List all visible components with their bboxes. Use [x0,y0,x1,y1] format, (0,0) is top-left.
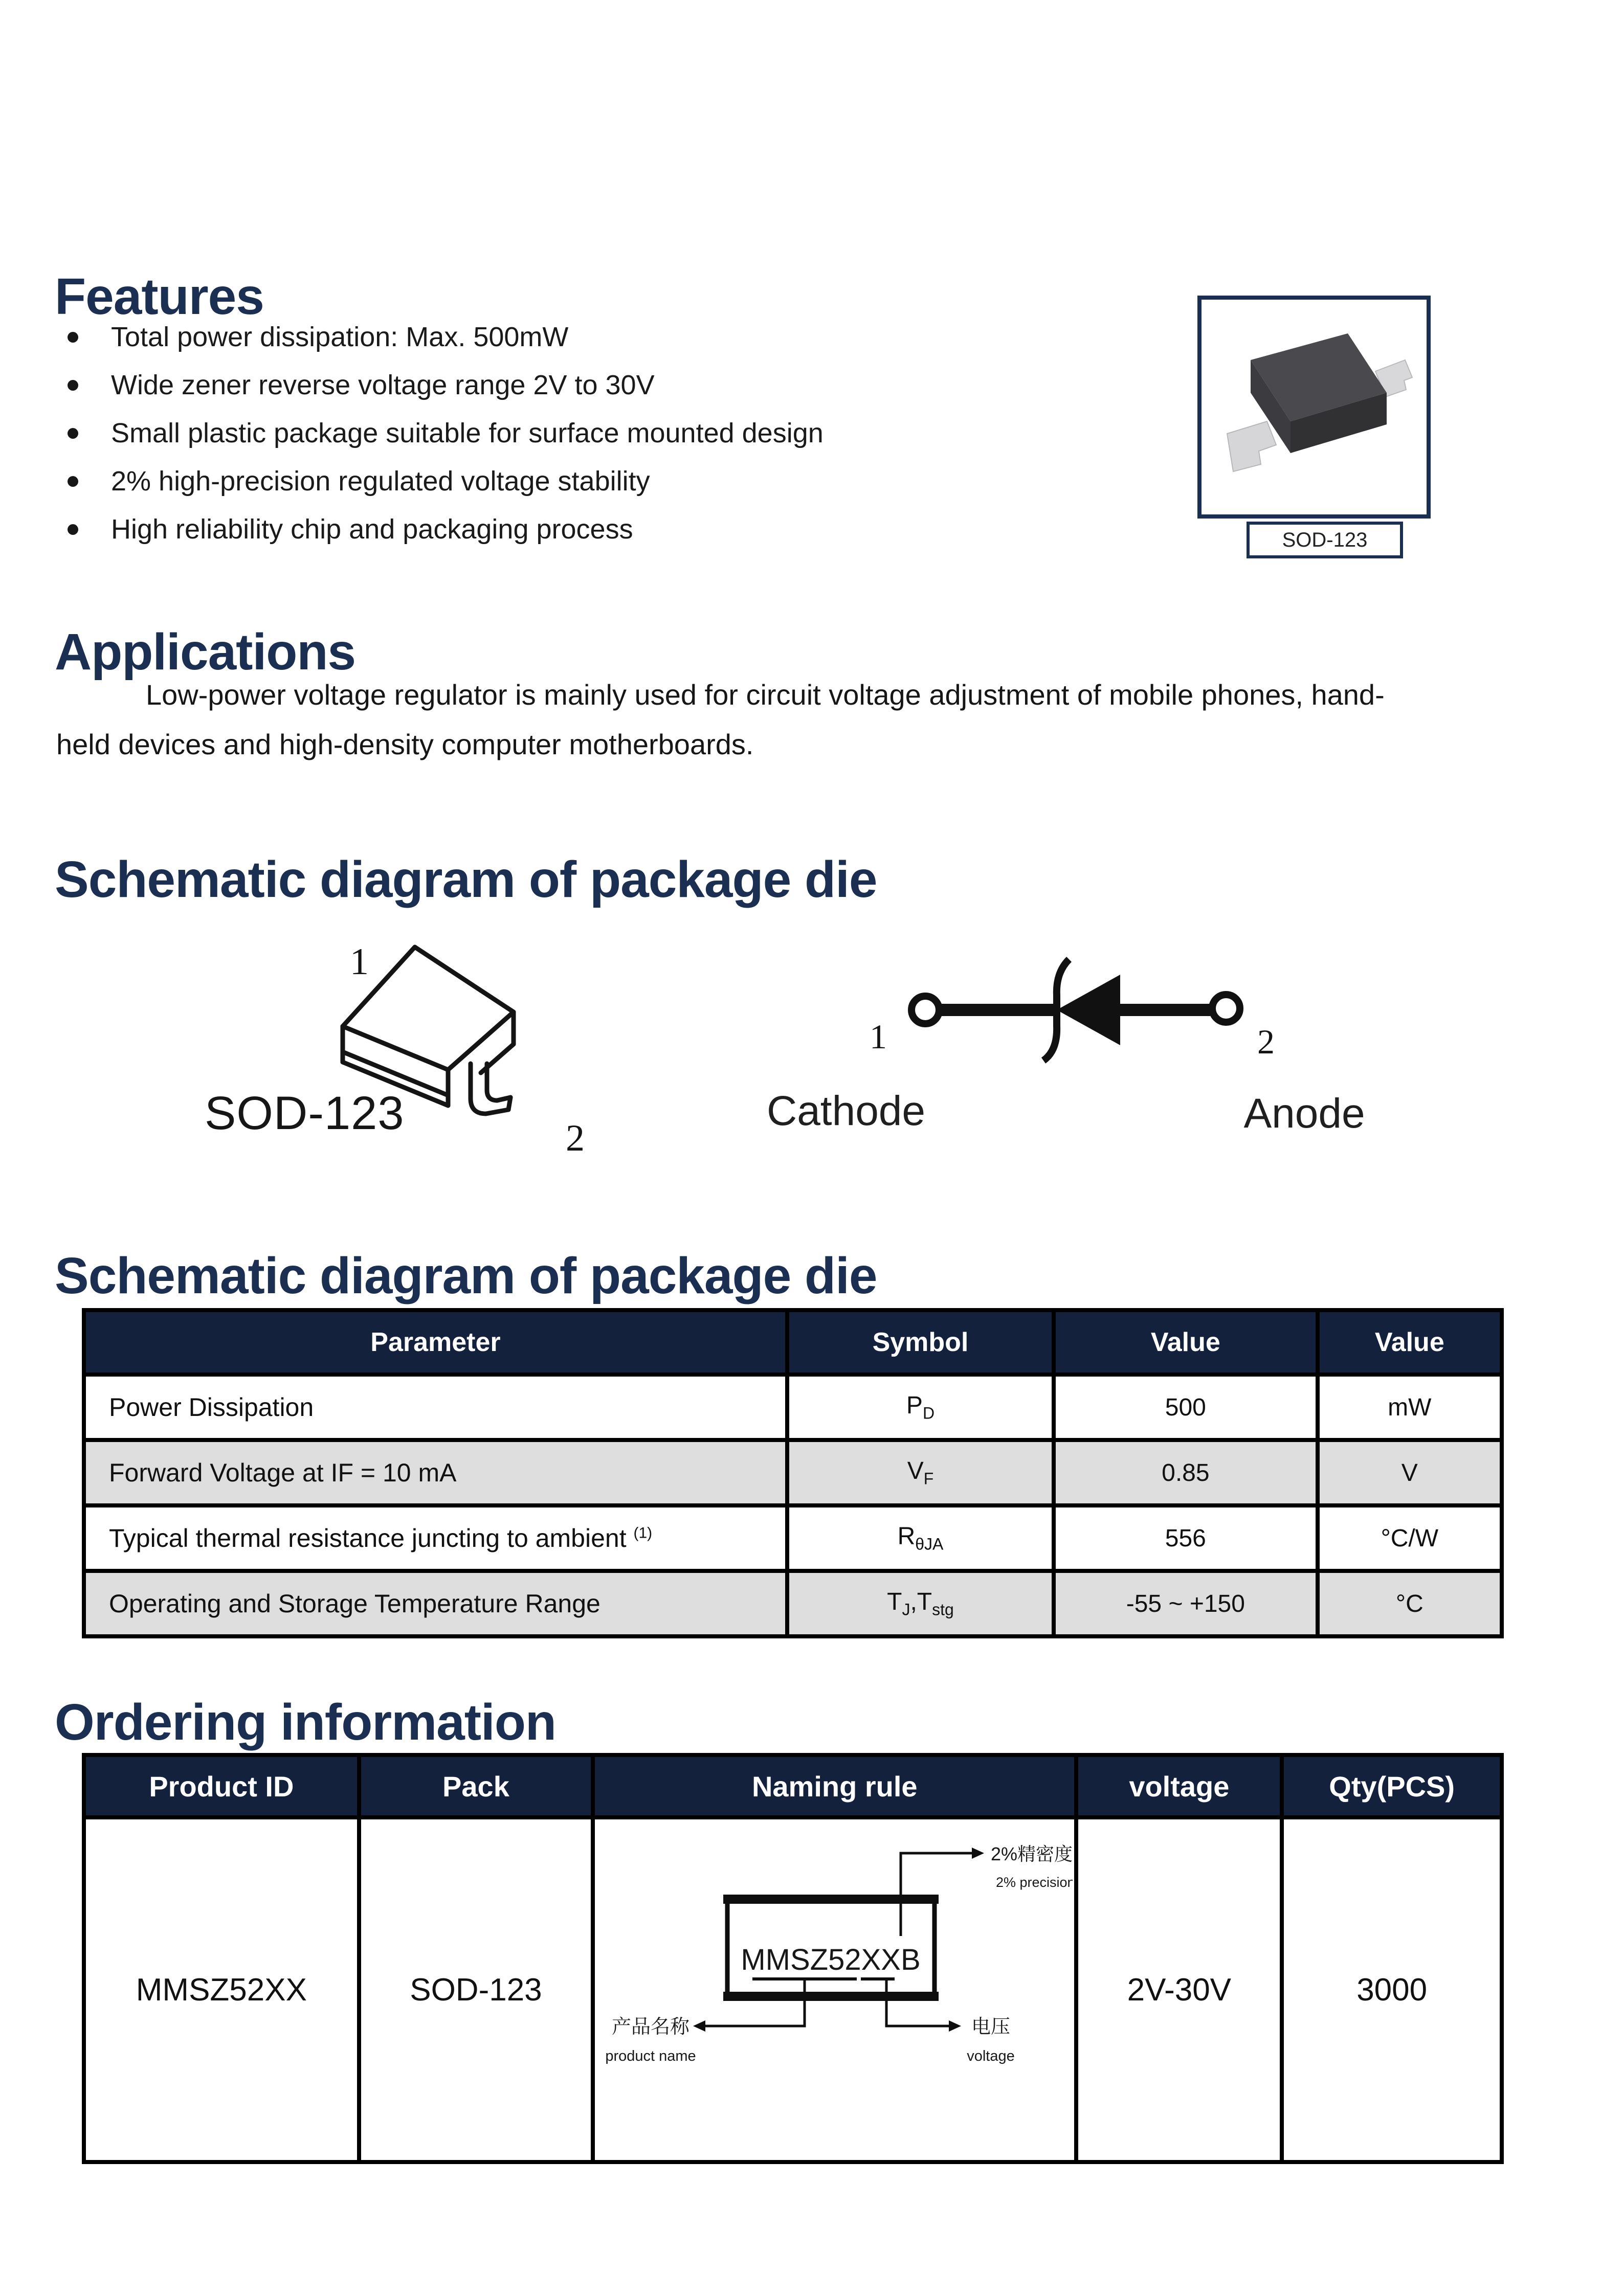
value: 556 [1054,1505,1318,1571]
parameter: Power Dissipation [109,1393,314,1422]
anode-label: Anode [1243,1090,1365,1137]
symbol: T [887,1588,902,1616]
applications-heading: Applications [55,623,356,681]
list-item [61,457,1110,505]
applications-paragraph [56,670,1529,769]
table-row: Operating and Storage Temperature Range $T_J,T_{stg}$ -55 ~ +150 °C [84,1571,1502,1636]
parameter: Typical thermal resistance juncting to ambient [109,1524,634,1552]
table-row [84,1817,1502,2162]
sod123-package-image [1202,300,1418,506]
package-caption-box [1247,522,1403,558]
package-photo-frame [1197,296,1431,519]
zener-diode-symbol [716,951,1381,1156]
spec-table [82,1308,1504,1638]
diode-triangle [1057,975,1120,1045]
terminal1-label: 1 [870,1017,887,1056]
arrow-left-icon [693,2020,705,2032]
symbol: R [897,1523,916,1550]
symbol: P [906,1392,923,1420]
col-pack: Pack [359,1755,593,1817]
col-symbol: Symbol [787,1310,1054,1375]
package-name-label: SOD-123 [205,1087,405,1139]
list-item [61,361,1110,409]
col-unit: Value [1318,1310,1502,1375]
ordering-heading: Ordering information [55,1694,556,1751]
parameter: Forward Voltage at IF = 10 mA [109,1458,457,1487]
unit: °C [1318,1571,1502,1636]
naming-product-en: product name [605,2047,696,2064]
pack: SOD-123 [359,1817,593,2162]
package-caption: SOD-123 [1282,528,1368,551]
table-row: Power Dissipation $P_D$ 500 mW [84,1375,1502,1440]
symbol: V [907,1457,924,1485]
unit: V [1318,1440,1502,1505]
features-heading: Features [55,268,264,325]
bullet-icon [68,524,78,535]
unit: °C/W [1318,1505,1502,1571]
voltage-range: 2V-30V [1076,1817,1282,2162]
bullet-icon [68,476,78,487]
naming-precision-en: 2% precision [995,1874,1073,1890]
ordering-table [82,1753,1504,2164]
value: 0.85 [1054,1440,1318,1505]
feature-text: High reliability chip and packaging process [111,514,633,545]
ordering-header-row [84,1755,1502,1817]
bullet-icon [68,428,78,439]
feature-text: Small plastic package suitable for surface mounted design [111,418,824,448]
cathode-label: Cathode [766,1088,926,1134]
pin1-label: 1 [350,941,369,983]
applications-line1: Low-power voltage regulator is mainly used for circuit voltage adjustment of mobile phones, hand- [146,679,1385,711]
bullet-icon [68,332,78,343]
table-row: Typical thermal resistance juncting to ambient $^{(1)}$ $R_{\theta JA}$ 556 °C/W [84,1505,1502,1571]
col-naming-rule: Naming rule [593,1755,1076,1817]
terminal2-label: 2 [1257,1022,1275,1061]
arrow-right-icon [972,1848,984,1859]
parameter: Operating and Storage Temperature Range [109,1589,600,1618]
bullet-icon [68,380,78,391]
col-qty: Qty(PCS) [1282,1755,1502,1817]
unit: mW [1318,1375,1502,1440]
col-parameter: Parameter [84,1310,787,1375]
footnote-ref: (1) [633,1524,653,1542]
value: -55 ~ +150 [1054,1571,1318,1636]
spec-heading: Schematic diagram of package die [55,1247,877,1304]
schematic-heading: Schematic diagram of package die [55,851,877,908]
qty: 3000 [1282,1817,1502,2162]
naming-product-cn: 产品名称 [611,2016,689,2038]
naming-rule-diagram [597,1822,1073,2150]
feature-text: Total power dissipation: Max. 500mW [111,322,569,352]
feature-text: Wide zener reverse voltage range 2V to 30V [111,370,655,400]
features-list [61,313,1110,553]
product-id: MMSZ52XX [84,1817,359,2162]
table-row: Forward Voltage at IF = 10 mA $V_F$ 0.85 V [84,1440,1502,1505]
feature-text: 2% high-precision regulated voltage stability [111,466,650,497]
pin2-label: 2 [566,1117,585,1159]
naming-precision-cn: 2%精密度 [990,1843,1073,1864]
value: 500 [1054,1375,1318,1440]
col-voltage: voltage [1076,1755,1282,1817]
spec-header-row [84,1310,1502,1375]
naming-voltage-cn: 电压 [971,2016,1010,2038]
col-value: Value [1054,1310,1318,1375]
list-item [61,313,1110,361]
list-item [61,409,1110,457]
applications-line2: held devices and high-density computer motherboards. [56,728,754,760]
naming-rule-cell [593,1817,1076,2162]
arrow-right-icon [949,2020,961,2032]
col-product-id: Product ID [84,1755,359,1817]
list-item [61,505,1110,553]
naming-voltage-en: voltage [967,2047,1015,2064]
naming-code: MMSZ52XXB [741,1943,921,1976]
